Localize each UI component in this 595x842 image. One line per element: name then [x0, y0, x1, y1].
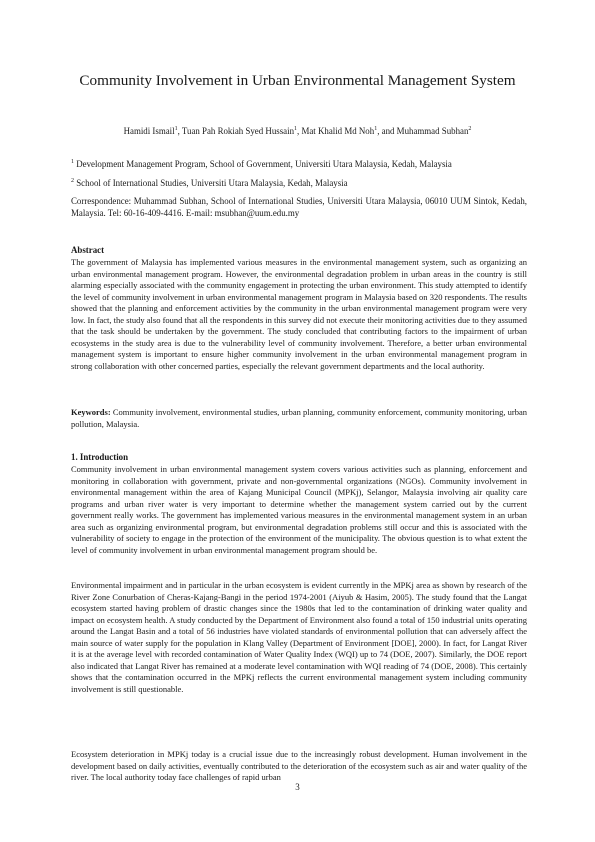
section-heading: 1. Introduction — [71, 452, 129, 462]
keywords — [71, 407, 527, 430]
keywords-text: Community involvement, environmental studies, urban planning, community enforcement, community monitoring, urban pollution, Malaysia. — [71, 407, 528, 429]
keywords-label: Keywords: — [71, 407, 111, 417]
author-affiliation-mark: 1 — [374, 126, 378, 132]
author-separator: , — [297, 126, 302, 136]
author-list — [60, 125, 535, 137]
affiliation-1 — [71, 158, 527, 170]
author-affiliation-mark: 2 — [468, 126, 472, 132]
paper-title: Community Involvement in Urban Environmental Management System — [79, 72, 516, 89]
abstract-text: The government of Malaysia has implemented various measures in the environmental management system, such as organizing an urban environmental management program. However, the environmental degradation problem in urban areas in the country is still alarming especially associated with the community engagement in protecting the urban environment. This study attempted to identify the level of community involvement in urban environmental management program in Malaysia based on 320 respondents. The results showed that the planning and enforcement activities by the community in the urban environmental management program were very low. In fact, the study also found that all the respondents in this survey did not execute their monitoring activities due to they assumed that the task should be undertaken by the government. The study concluded that contributing factors to the impairment of urban ecosystems in the study area is due to the vulnerability level of community involvement. Therefore, a better urban environmental management system is important to ensure higher community involvement in the urban environmental management program in strong collaboration with other concerned parties, especially the relevant government departments and the local authority. — [71, 257, 527, 371]
author-affiliation-mark: 1 — [174, 126, 178, 132]
correspondence: Correspondence: Muhammad Subhan, School of International Studies, Universiti Utara Malaysia, 06010 UUM Sintok, Kedah, Malaysia. Tel: 60-16-409-4416. E-mail: msubhan@uum.edu.my — [71, 196, 527, 218]
affiliation-mark: 2 — [71, 178, 74, 184]
body-paragraph: Environmental impairment and in particular in the urban ecosystem is evident currently in the MPKj area as shown by research of the River Zone Conurbation of Cheras-Kajang-Bangi in the period 1974-2001 (Aiyub & Hasim, 2005). The study found that the Langat ecosystem started having problem of drastic changes since the 1980s that led to the contamination of drinking water quality and impact on ecosystem health. A study conducted by the Department of Environment also found a total of 150 industrial units operating around the Langat Basin and a total of 56 industries have violated standards of environmental pollution that can adversely affect the main source of water supply for the population in Klang Valley (Department of Environment [DOE], 2000). In fact, for Langat River it is at the average level with recorded contamination of Water Quality Index (WQI) up to 74 (DOE, 2007). Similarly, the DOE report also indicated that Langat River has remained at a moderate level contamination with WQI reading of 74 (DOE, 2008). This certainly shows that the contamination occurred in the MPKj reflects the current environmental management system including community involvement is still questionable. — [71, 580, 527, 694]
body-paragraph: Ecosystem deterioration in MPKj today is a crucial issue due to the increasingly robust development. Human involvement in the development based on daily activities, eventually contributed to the deterioration of the ecosystem such as air and water quality of the river. The local authority today face challenges of rapid urban — [71, 749, 527, 783]
author-separator: , and — [377, 126, 397, 136]
author-affiliation-mark: 1 — [294, 126, 298, 132]
author-name: Hamidi Ismail — [123, 126, 175, 136]
author-name: Muhammad Subhan — [396, 126, 469, 136]
affiliation-text: School of International Studies, Universiti Utara Malaysia, Kedah, Malaysia — [76, 178, 348, 188]
page-number: 3 — [295, 782, 300, 792]
author-name: Tuan Pah Rokiah Syed Hussain — [181, 126, 295, 136]
affiliation-text: Development Management Program, School of Government, Universiti Utara Malaysia, Kedah, Malaysia — [76, 159, 452, 169]
abstract-heading: Abstract — [71, 245, 105, 255]
body-paragraph: Community involvement in urban environmental management system covers various activities such as planning, enforcement and monitoring in collaboration with government, private and non-governmental organizations (NGOs). Community involvement in environmental management within the area of Kajang Municipal Council (MPKj), Selangor, Malaysia involving air quality care programs and urban river water is very important to determine whether the management system carried out by the current government really works. The government has implemented various measures in the environmental management system in an urban area such as organizing environmental program, but environmental degradation problems still occur and this is associated with the vulnerability of society to engage in the protection of the environment of the municipality. The obvious question is to what extent the level of community involvement in urban environmental management program should be. — [71, 464, 527, 555]
affiliation-mark: 1 — [71, 159, 74, 165]
author-separator: , — [177, 126, 182, 136]
affiliation-2 — [71, 177, 527, 189]
author-name: Mat Khalid Md Noh — [301, 126, 375, 136]
